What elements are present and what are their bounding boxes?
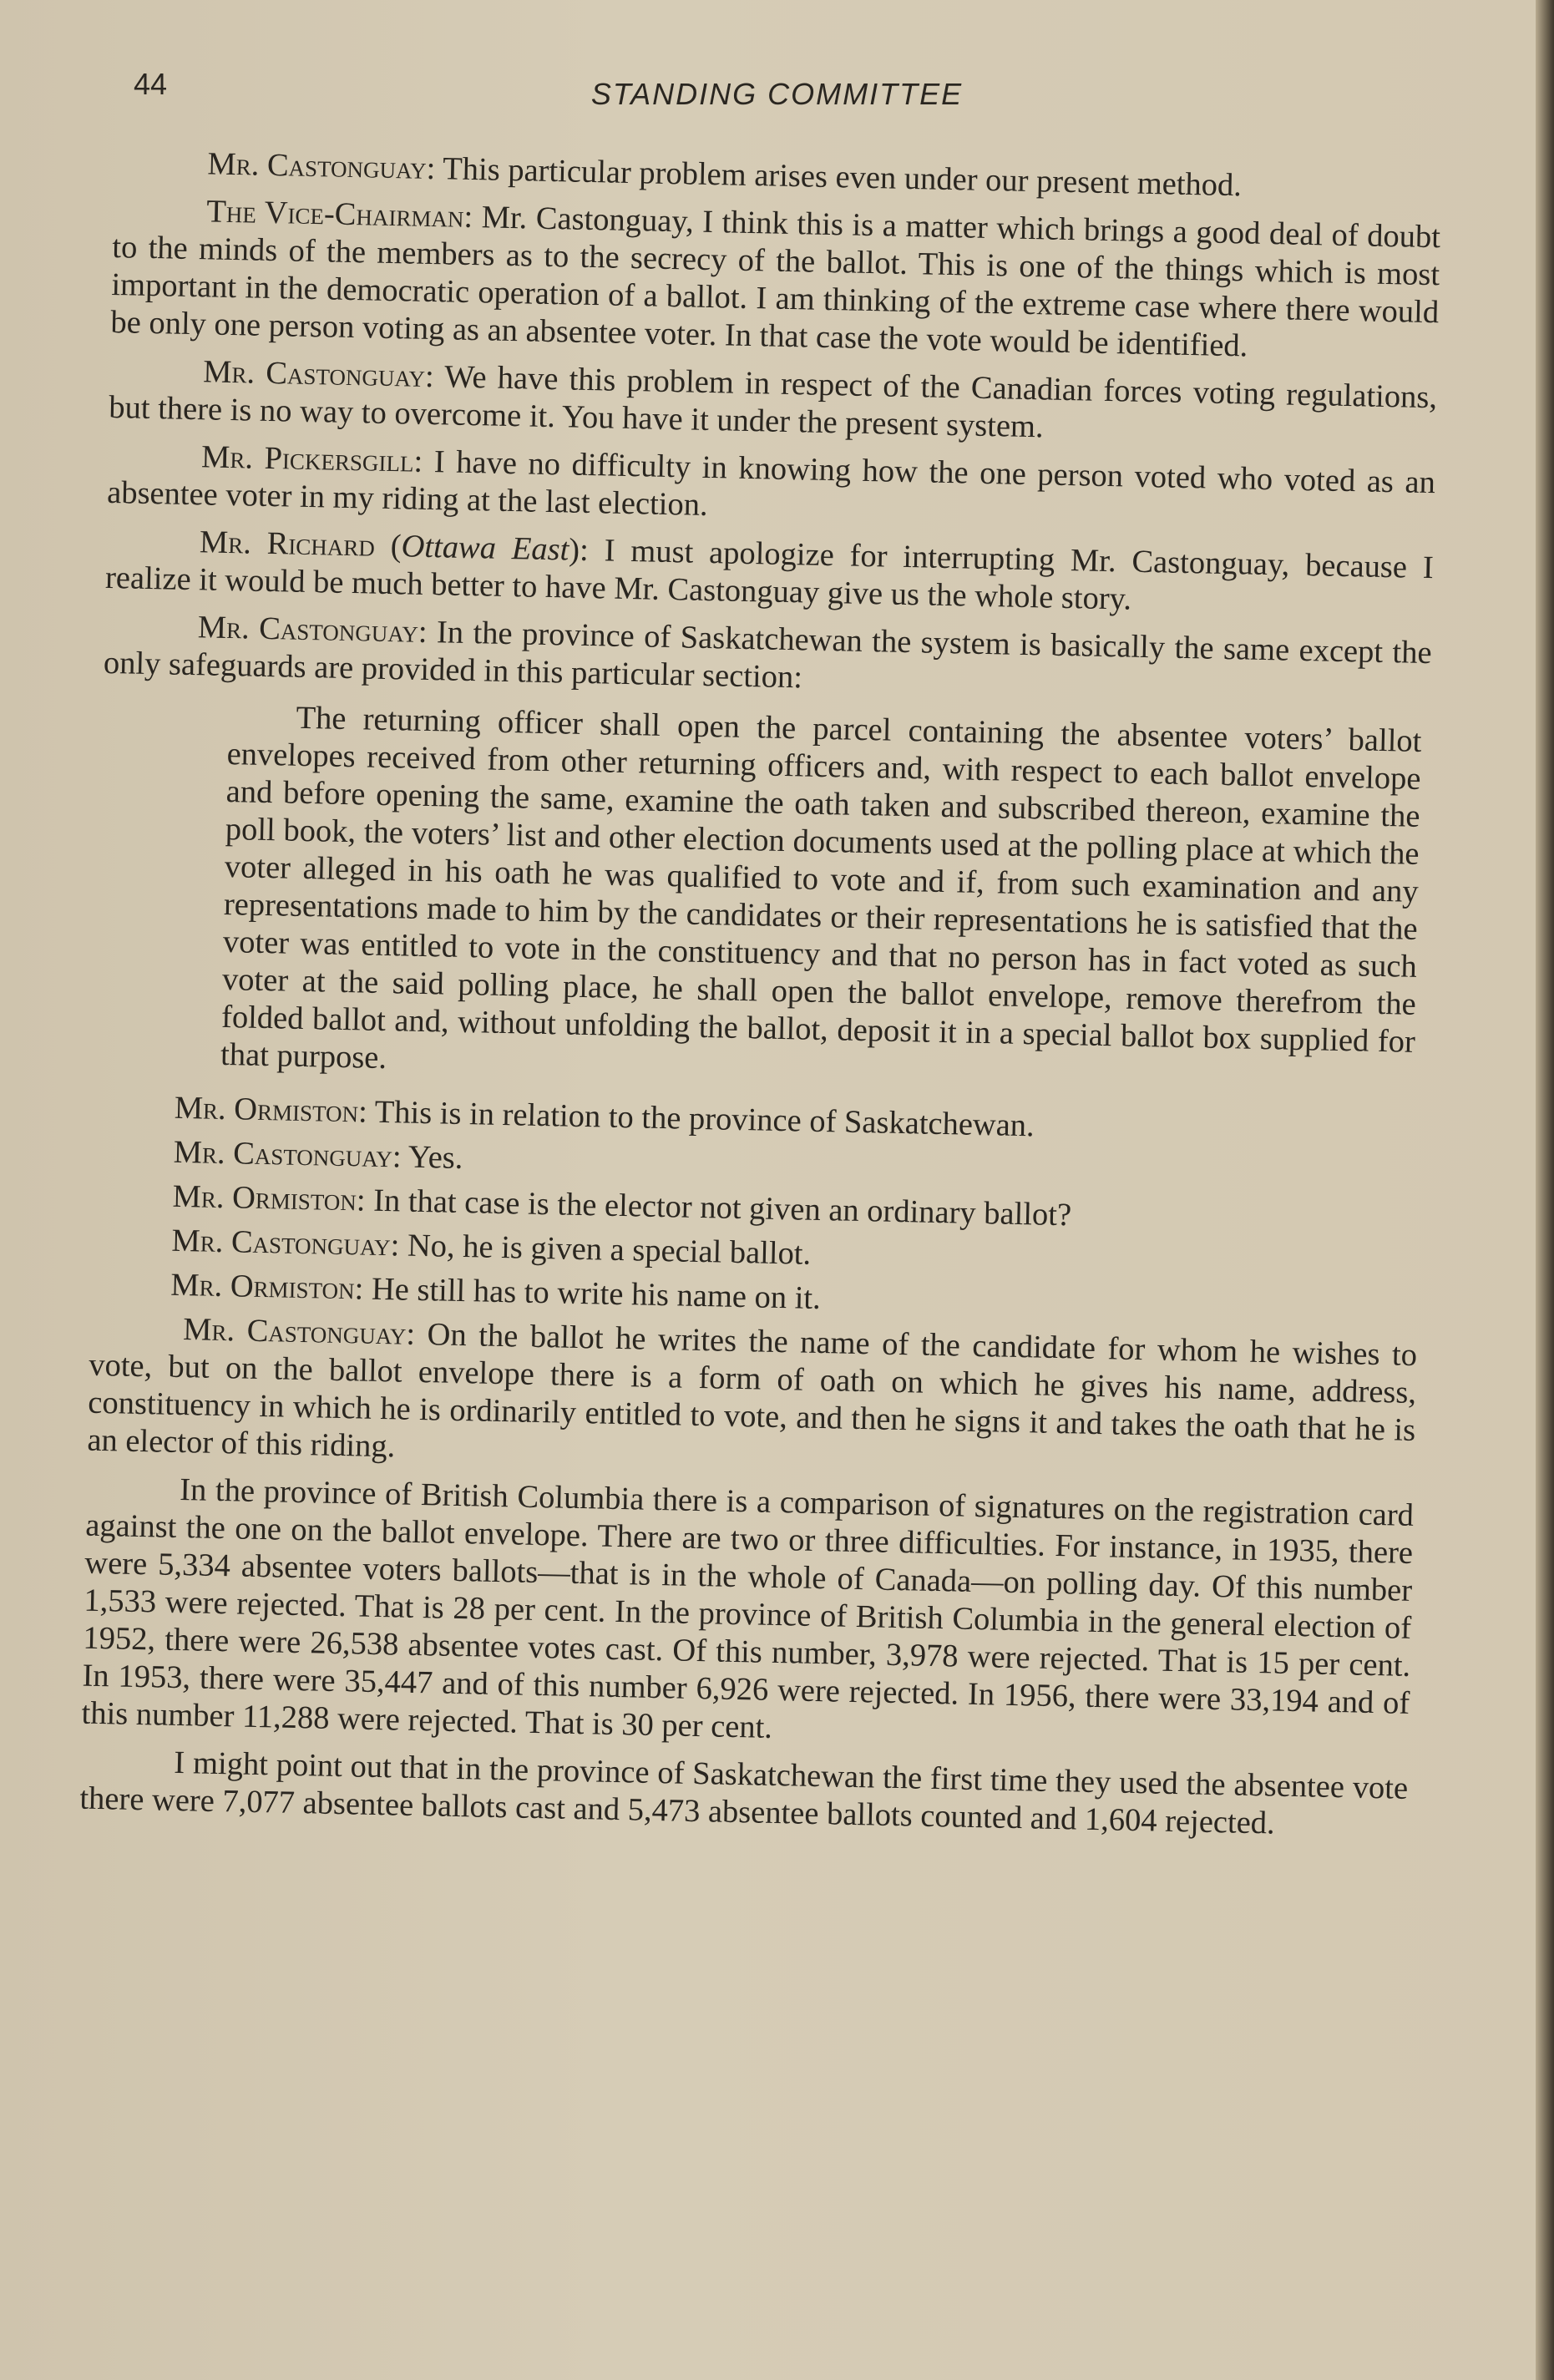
- document-body: [79, 144, 1442, 1856]
- speaker-name: Mr. Castonguay:: [207, 146, 436, 187]
- paragraph-text: I must apologize for interrupting Mr. Castonguay, because I realize it would be much better to have Mr. Castonguay give us the whole story.: [104, 533, 1435, 617]
- paragraph-text: Mr. Castonguay, I think this is a matter which brings a good deal of doubt to the minds of the members as to the secrecy of the ballot. This is one of the things which is most important in the democratic operation of a ballot. I am thinking of the extreme case where there would be only one person voting as an absentee voter. In that case the vote would be identified.: [110, 200, 1441, 364]
- paragraph-text: We have this problem in respect of the Canadian forces voting regulations, but there is no way to overcome it. You have it under the present system.: [108, 359, 1438, 445]
- page-edge-shadow: [1536, 0, 1554, 2380]
- paragraph: [103, 607, 1432, 710]
- running-head: STANDING COMMITTEE: [590, 77, 964, 111]
- speaker-name: Mr. Castonguay:: [173, 1134, 402, 1175]
- speaker-name: Mr. Ormiston:: [172, 1178, 367, 1218]
- paragraph: [107, 437, 1436, 539]
- paragraph: I might point out that in the province of Saskatchewan the first time they used the absentee vote there were 7,077 absentee ballots cast and 5,473 absentee ballots counted and 1,604 rejected.: [79, 1744, 1409, 1841]
- paragraph-text: In that case is the elector not given an ordinary ballot?: [365, 1182, 1072, 1233]
- page-number: 44: [134, 67, 168, 101]
- paragraph-text: In the province of Saskatchewan the system is basically the same except the only safeguards are provided in this particular section:: [103, 614, 1433, 696]
- paragraph-text: He still has to write his name on it.: [362, 1271, 822, 1317]
- paragraph-text: I have no difficulty in knowing how the one person voted who voted as an absentee voter in my riding at the last election.: [106, 443, 1436, 523]
- paragraph: [109, 352, 1438, 454]
- speaker-name: Mr. Castonguay:: [197, 610, 428, 650]
- speaker-name: Mr. Pickersgill:: [200, 439, 423, 479]
- speaker-name: The Vice-Chairman:: [205, 194, 473, 235]
- paragraph-text: No, he is given a special ballot.: [398, 1228, 812, 1272]
- paragraph-text: Yes.: [401, 1139, 463, 1177]
- paragraph: In the province of British Columbia there is a comparison of signatures on the registration card against the one on the ballot envelope. There are two or three difficulties. For instance, in 1935, there were 5,334 absentee voters ballots—that is in the whole of Canada—on polling day. Of this number 1,533 were rejected. That is 28 per cent. In the province of British Columbia in the general election of 1952, there were 26,538 absentee votes cast. Of this number, 3,978 were rejected. That is 15 per cent. In 1953, there were 35,447 and of this number 6,926 were rejected. In 1956, there were 33,194 and of this number 11,288 were rejected. That is 30 per cent.: [81, 1471, 1415, 1745]
- paragraph-text: This particular problem arises even under our present method.: [434, 151, 1243, 204]
- speaker-name: Mr. Castonguay:: [171, 1223, 400, 1263]
- paragraph-text: This is in relation to the province of Saskatchewan.: [367, 1094, 1035, 1144]
- speaker-name: Mr. Richard: [199, 524, 376, 564]
- paragraph: Mr. Richard (Ottawa East): I must apologize for interrupting Mr. Castonguay, because I realize it would be much better to have Mr. Castonguay give us the whole story.: [104, 524, 1435, 617]
- speaker-name: Mr. Castonguay:: [182, 1312, 416, 1352]
- speaker-name: Mr. Castonguay:: [202, 354, 435, 395]
- block-quote: The returning officer shall open the parcel containing the absentee voters’ ballot envelopes received from other returning officers and, with respect to each ballot envelope and before opening the same, examine the oath taken and subscribed thereon, examine the poll book, the voters’ list and other election documents used at the polling place at which the voter alleged in his oath he was qualified to vote and if, from such examination and any representations made to him by the candidates or their representations he is satisfied that the voter was entitled to vote in the constituency and that no person has in fact voted as such voter at the said polling place, he shall open the ballot envelope, remove therefrom the folded ballot and, without unfolding the ballot, deposit it in a special ballot box supplied for that purpose.: [220, 700, 1422, 1076]
- paragraph: [110, 191, 1440, 369]
- speaker-riding: Ottawa East: [401, 529, 569, 568]
- speaker-name: Mr. Ormiston:: [170, 1267, 364, 1307]
- speaker-name: Mr. Ormiston:: [174, 1090, 368, 1130]
- paragraph-text: On the ballot he writes the name of the candidate for whom he wishes to vote, but on the ballot envelope there is a form of oath on which he gives his name, address, constituency in which he is ordinarily entitled to vote, and then he signs it and takes the oath that he is an elector of this riding.: [87, 1316, 1418, 1465]
- paragraph: [87, 1309, 1417, 1487]
